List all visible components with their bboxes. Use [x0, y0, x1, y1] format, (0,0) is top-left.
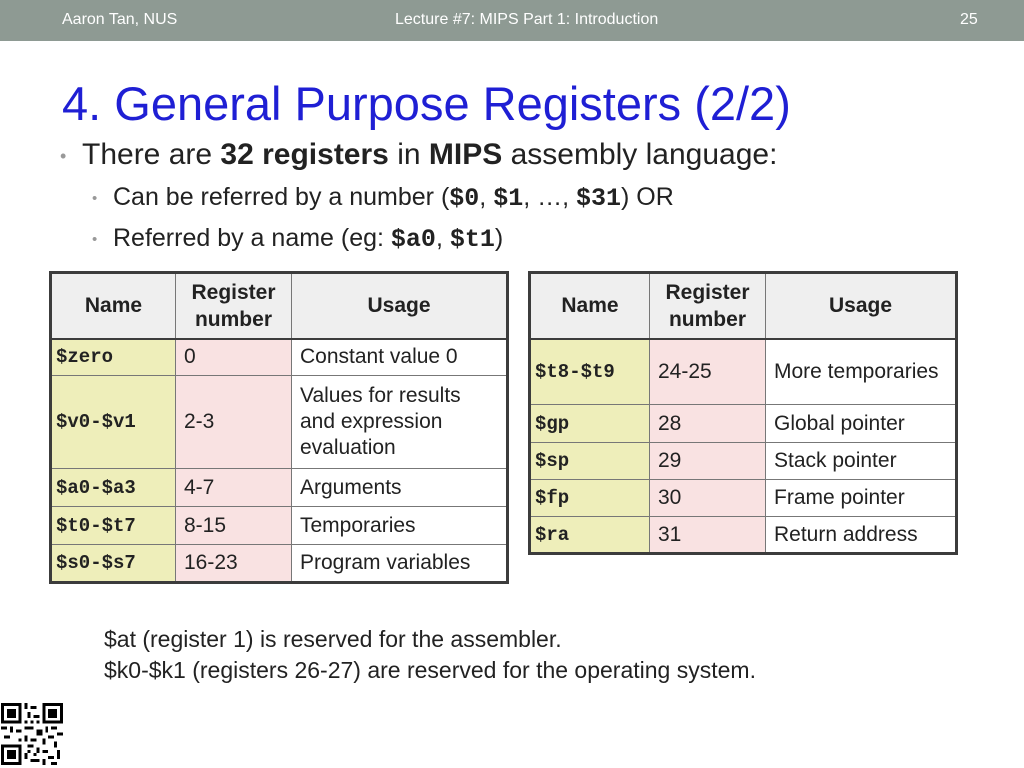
register-name: $a0-$a3 [51, 469, 176, 507]
table-row [51, 376, 508, 469]
register-number: 29 [650, 443, 766, 480]
register-number: 24-25 [650, 339, 766, 405]
register-name: $v0-$v1 [51, 376, 176, 469]
header-register-number: Register number [176, 273, 292, 339]
header-author: Aaron Tan, NUS [62, 11, 178, 28]
bullet-main: • There are 32 registers in MIPS assembly language: [60, 138, 778, 171]
register-number: 28 [650, 405, 766, 443]
register-name: $s0-$s7 [51, 545, 176, 583]
note-assembler-reserved: $at (register 1) is reserved for the assembler. [104, 626, 562, 652]
bullet-sub-name: • Referred by a name (eg: $a0, $t1) [92, 224, 504, 254]
header-lecture-title: Lecture #7: MIPS Part 1: Introduction [395, 11, 659, 28]
register-usage: Program variables [292, 545, 508, 583]
bullet-dot-icon: • [60, 145, 67, 166]
register-name: $ra [530, 517, 650, 554]
register-number: 16-23 [176, 545, 292, 583]
slide-title: 4. General Purpose Registers (2/2) [62, 77, 791, 130]
qr-code-icon [1, 703, 63, 765]
table-row [530, 443, 957, 480]
table-header-row [530, 273, 957, 339]
register-name: $gp [530, 405, 650, 443]
register-table-right [528, 271, 958, 555]
register-usage: Temporaries [292, 507, 508, 545]
header-register-number: Register number [650, 273, 766, 339]
table-row [530, 339, 957, 405]
header-usage: Usage [766, 273, 957, 339]
register-usage: Stack pointer [766, 443, 957, 480]
register-number: 30 [650, 480, 766, 517]
register-name: $t8-$t9 [530, 339, 650, 405]
table-row [530, 480, 957, 517]
register-usage: Arguments [292, 469, 508, 507]
register-table-left [49, 271, 509, 584]
register-usage: Constant value 0 [292, 339, 508, 376]
register-usage: Frame pointer [766, 480, 957, 517]
header-page-number: 25 [960, 11, 978, 28]
bullet-sub-number: • Can be referred by a number ($0, $1, …, $31) OR [92, 183, 674, 213]
register-number: 4-7 [176, 469, 292, 507]
table-row [51, 545, 508, 583]
register-name: $t0-$t7 [51, 507, 176, 545]
table-header-row [51, 273, 508, 339]
register-number: 0 [176, 339, 292, 376]
bullet-dot-icon: • [92, 230, 98, 248]
table-row [51, 469, 508, 507]
register-usage: Global pointer [766, 405, 957, 443]
table-row [530, 517, 957, 554]
register-name: $fp [530, 480, 650, 517]
bullet-dot-icon: • [92, 189, 98, 207]
register-number: 2-3 [176, 376, 292, 469]
register-name: $zero [51, 339, 176, 376]
table-row [51, 507, 508, 545]
register-name: $sp [530, 443, 650, 480]
register-usage: Values for results and expression evaluation [292, 376, 508, 469]
register-usage: Return address [766, 517, 957, 554]
header-name: Name [51, 273, 176, 339]
table-row [51, 339, 508, 376]
header-name: Name [530, 273, 650, 339]
register-number: 8-15 [176, 507, 292, 545]
table-row [530, 405, 957, 443]
note-os-reserved: $k0-$k1 (registers 26-27) are reserved for the operating system. [104, 657, 756, 683]
header-usage: Usage [292, 273, 508, 339]
register-usage: More temporaries [766, 339, 957, 405]
register-number: 31 [650, 517, 766, 554]
slide-header-bar [0, 0, 1024, 41]
